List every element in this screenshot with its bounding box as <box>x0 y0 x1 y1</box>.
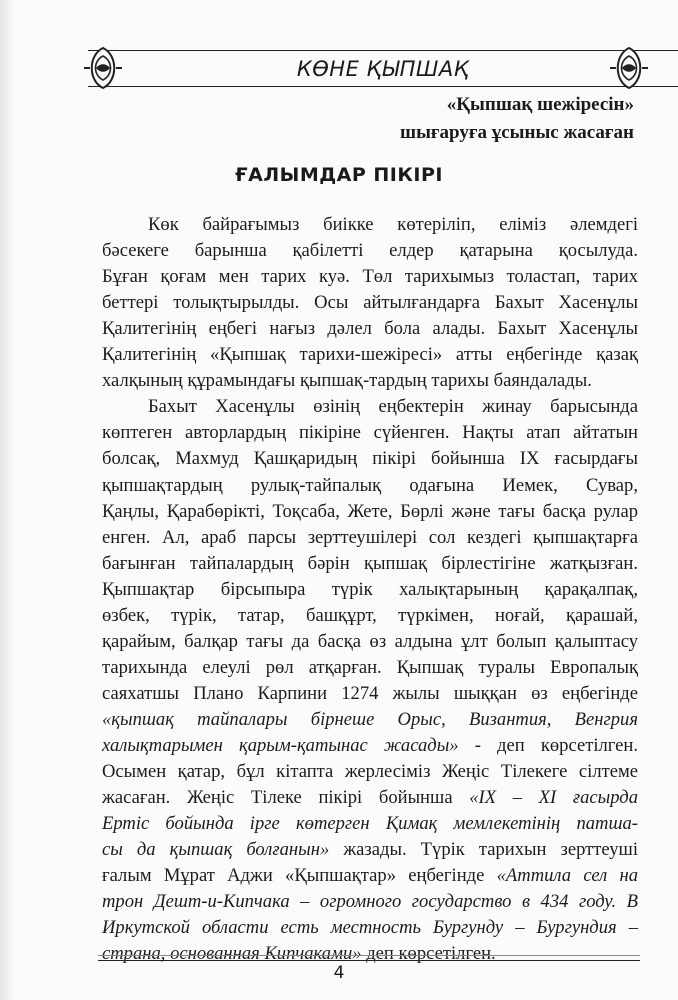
body-line <box>102 577 638 603</box>
page-number: 4 <box>333 963 345 983</box>
body-line <box>102 264 638 290</box>
running-header <box>88 44 678 92</box>
text-segment: Көк байрағымыз биікке көтеріліп, еліміз әлемдегі <box>148 214 638 235</box>
body-line <box>102 238 638 264</box>
body-line <box>102 811 638 837</box>
body-line <box>102 733 638 759</box>
text-segment: беттері толықтырылды. Осы айтылғандарға Бахыт Хасенұлы <box>102 292 638 314</box>
text-segment: саяхатшы Плано Карпини 1274 жылы шыққан өз еңбегінде <box>102 682 638 704</box>
text-segment: жазады. Түрік тарихын зерттеуші <box>329 839 638 861</box>
body-line <box>102 603 638 629</box>
body-line <box>102 290 638 316</box>
italic-quote-segment: халықтарымен қарым-қатынас жасады» <box>102 735 459 756</box>
body-line <box>102 707 638 733</box>
text-segment: бағынған тайпалардың бәрін қыпшақ бірлестігіне жатқызған. <box>102 552 638 574</box>
italic-quote-segment: «IX – XI ғасырда <box>469 787 638 809</box>
recommendation-line-1: «Қыпшақ шежіресін» <box>446 94 634 115</box>
body-line <box>102 499 638 525</box>
text-segment: - деп көрсетілген. <box>458 735 639 756</box>
body-line <box>102 551 638 577</box>
body-line <box>102 629 638 655</box>
text-segment: Бұған қоғам мен тарих куә. Төл тарихымыз толастап, тарих <box>102 266 638 288</box>
body-line <box>102 342 638 368</box>
text-segment: Осымен қатар, бұл кітапта жерлесіміз Жеңіс Тілекеге сілтеме <box>102 761 638 783</box>
text-segment: Қалитегінің еңбегі нағыз дәлел бола алады. Бахыт Хасенұлы <box>102 318 638 340</box>
text-segment: деп көрсетілген. <box>361 943 496 965</box>
text-segment: Қыпшақтар бірсыпыра түрік халықтарының қарақалпақ, <box>102 578 638 600</box>
body-line <box>102 863 638 889</box>
body-line <box>102 759 638 785</box>
body-line <box>102 446 638 472</box>
body-line <box>102 316 638 342</box>
italic-quote-segment: Иркутской области есть местность Бургунду – Бургундия – <box>102 917 638 939</box>
header-rule-bottom <box>88 86 678 87</box>
italic-quote-segment: страна, основанная Кипчаками» <box>102 943 362 965</box>
text-segment: көптеген авторлардың пікіріне сүйенген. Нақты атап айтатын <box>102 422 638 444</box>
text-segment: қыпшақтардың рулық-тайпалық одағына Иемек, Сувар, <box>102 474 638 496</box>
italic-quote-segment: Ертіс бойында ірге көтерген Қимақ мемлекетінің патша- <box>102 813 638 835</box>
section-heading: ҒАЛЫМДАР ПІКІРІ <box>235 164 443 186</box>
page-edge-shadow <box>0 0 14 1000</box>
text-segment: Қаңлы, Қарабөрікті, Тоқсаба, Жете, Бөрлі және тағы басқа рулар <box>102 500 638 522</box>
italic-quote-segment: «қыпшақ тайпалары бірнеше Орыс, Византия, Венгрия <box>102 708 638 730</box>
text-segment: бәсекеге барынша қабілетті елдер қатарына қосылуда. <box>102 240 638 262</box>
body-line <box>102 681 638 707</box>
italic-quote-segment: сы да қыпшақ болғанын» <box>102 839 330 861</box>
text-segment: өзбек, түрік, татар, башқұрт, түркімен, ноғай, қарашай, <box>102 604 638 626</box>
footer-rule <box>98 960 640 961</box>
body-line <box>102 837 638 863</box>
body-line <box>102 473 638 499</box>
body-line <box>102 889 638 915</box>
ornament-right-icon <box>608 45 650 91</box>
text-segment: болсақ, Махмуд Қашқаридың пікірі бойынша IX ғасырдағы <box>102 448 638 470</box>
text-segment: Қалитегінің «Қыпшақ тарихи-шежіресі» атты еңбегінде қазақ <box>102 344 638 366</box>
text-segment: жасаған. Жеңіс Тілеке пікірі бойынша <box>102 787 470 809</box>
body-line <box>148 212 638 238</box>
body-line <box>102 420 638 446</box>
body-line <box>102 655 638 681</box>
text-segment: қарайым, балқар тағы да басқа өз алдына ұлт болып қалыптасу <box>102 630 638 652</box>
body-line <box>102 525 638 551</box>
text-segment: тарихында елеулі рөл атқарған. Қыпшақ туралы Европалық <box>102 656 638 678</box>
recommendation-line-2: шығаруға ұсыныс жасаған <box>400 122 634 143</box>
body-line <box>102 915 638 941</box>
body-line <box>102 785 638 811</box>
body-line <box>148 394 638 420</box>
header-rule-top <box>88 50 678 51</box>
italic-quote-segment: «Аттила сел на <box>496 865 638 887</box>
text-segment: Бахыт Хасенұлы өзінің еңбектерін жинау барысында <box>148 396 638 418</box>
footer-rule-thin <box>98 955 640 956</box>
running-title: КӨНЕ ҚЫПШАҚ <box>296 57 470 81</box>
text-segment: халқының құрамындағы қыпшақ-тардың тарихы баяндалады. <box>102 370 592 392</box>
text-segment: енген. Ал, араб парсы зерттеушілері сол кездегі қыпшақтарға <box>102 526 638 548</box>
italic-quote-segment: трон Дешт-и-Кипчака – огромного государство в 434 году. В <box>102 891 638 913</box>
body-line <box>102 368 638 394</box>
text-segment: ғалым Мұрат Аджи «Қыпшақтар» еңбегінде <box>102 865 497 887</box>
